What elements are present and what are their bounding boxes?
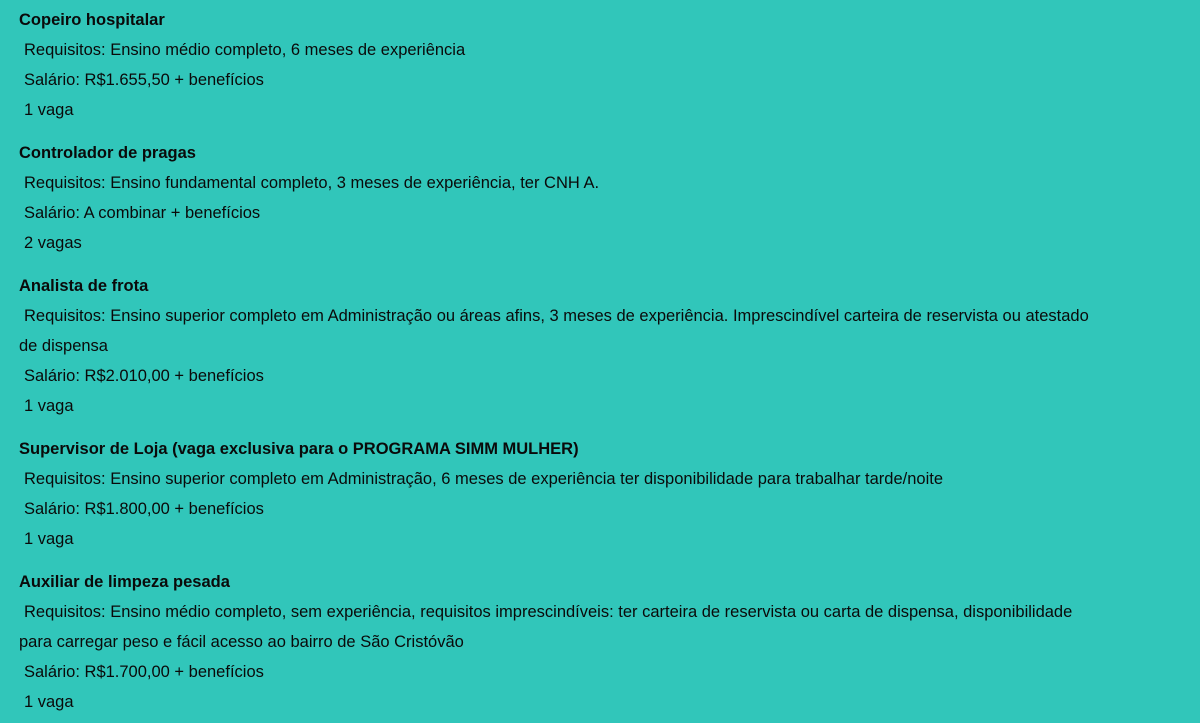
job-listing [19,434,1094,554]
job-listing [19,138,1094,258]
job-requirements: Requisitos: Ensino médio completo, 6 meses de experiência [24,41,466,59]
job-title: Analista de frota [19,277,149,295]
job-requirements: Requisitos: Ensino superior completo em Administração ou áreas afins, 3 meses de experiência. Imprescindível carteira de reservista ou atestado de dispensa [19,307,1089,355]
job-requirements: Requisitos: Ensino superior completo em Administração, 6 meses de experiência ter disponibilidade para trabalhar tarde/noite [24,470,944,488]
job-openings: 1 vaga [24,693,74,711]
job-openings: 1 vaga [24,397,74,415]
job-listing [19,5,1094,125]
job-requirements: Requisitos: Ensino fundamental completo, 3 meses de experiência, ter CNH A. [24,174,600,192]
job-listing [19,567,1094,717]
job-listing [19,271,1094,421]
job-salary: Salário: A combinar + benefícios [24,204,261,222]
job-title: Copeiro hospitalar [19,11,165,29]
job-title: Auxiliar de limpeza pesada [19,573,230,591]
job-salary: Salário: R$1.800,00 + benefícios [24,500,264,518]
job-requirements: Requisitos: Ensino médio completo, sem experiência, requisitos imprescindíveis: ter carteira de reservista ou carta de dispensa, disponibilidade para carregar peso e fácil acesso ao bairro de São Cristóvão [19,603,1073,651]
job-salary: Salário: R$2.010,00 + benefícios [24,367,264,385]
job-openings: 1 vaga [24,530,74,548]
job-openings: 2 vagas [24,234,82,252]
job-salary: Salário: R$1.655,50 + benefícios [24,71,264,89]
job-salary: Salário: R$1.700,00 + benefícios [24,663,264,681]
job-title: Supervisor de Loja (vaga exclusiva para o PROGRAMA SIMM MULHER) [19,440,579,458]
job-title: Controlador de pragas [19,144,196,162]
job-openings: 1 vaga [24,101,74,119]
job-list [19,5,1094,717]
